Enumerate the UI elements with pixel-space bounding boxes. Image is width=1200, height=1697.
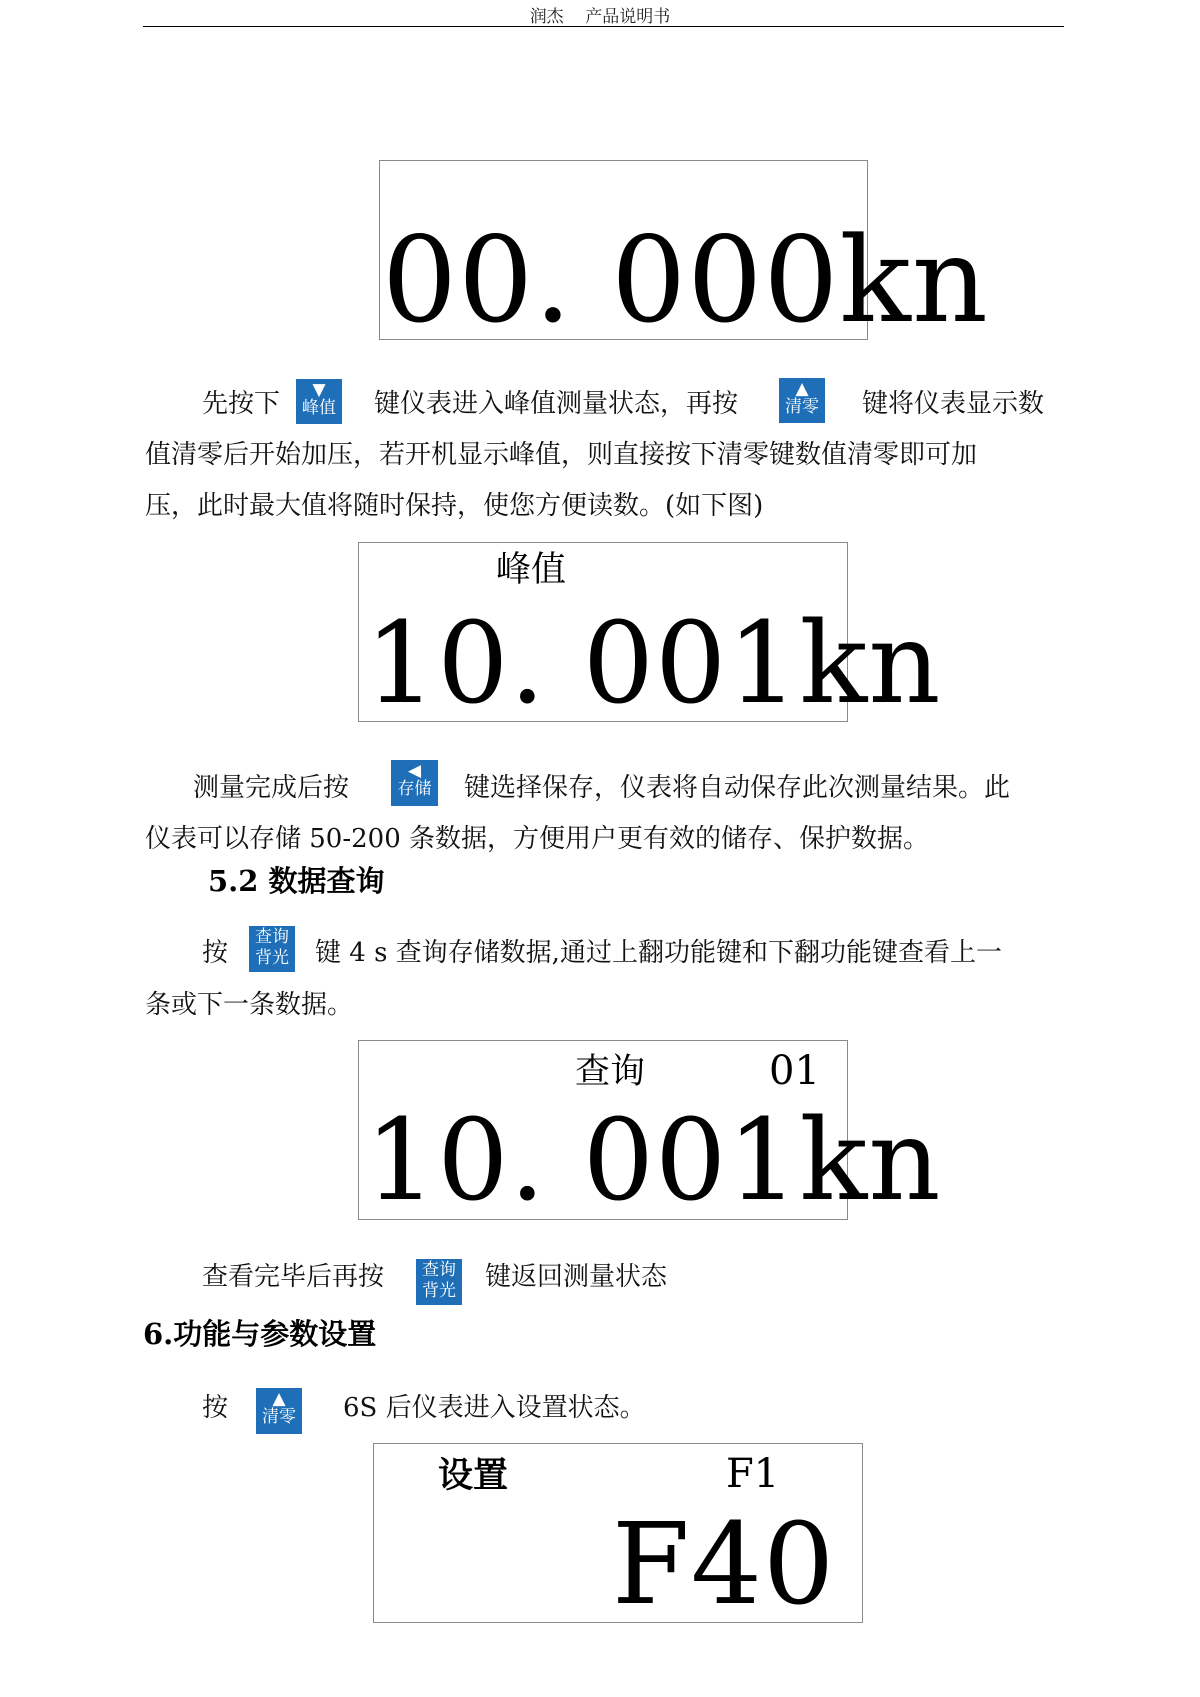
zero-key-icon: ▲ 清零 bbox=[779, 378, 825, 423]
para4-text-start: 查看完毕后再按 bbox=[202, 1262, 385, 1292]
lcd-display-query bbox=[358, 1040, 942, 1226]
section-6-heading: 6.功能与参数设置 bbox=[143, 1317, 377, 1351]
para3-line1-start: 按 bbox=[202, 938, 229, 968]
lcd-param-code: F1 bbox=[726, 1451, 780, 1497]
section-5-2-heading: 5.2 数据查询 bbox=[208, 864, 385, 898]
peak-key-icon: ▼ 峰值 bbox=[296, 379, 342, 424]
lcd-reading: 10. 001kn bbox=[365, 1096, 942, 1226]
lcd-setting-value: F40 bbox=[612, 1500, 836, 1630]
lcd-mode-label: 设置 bbox=[438, 1455, 509, 1496]
lcd-mode-label: 查询 bbox=[575, 1052, 646, 1092]
header-divider bbox=[143, 26, 1064, 27]
lcd-reading: 10. 001kn bbox=[365, 599, 942, 729]
para1-line3: 压，此时最大值将随时保持，使您方便读数。(如下图) bbox=[145, 491, 764, 521]
save-key-icon: ◀ 存储 bbox=[391, 760, 438, 806]
para1-line2: 值清零后开始加压，若开机显示峰值，则直接按下清零键数值清零即可加 bbox=[145, 440, 978, 470]
up-arrow-icon: ▲ bbox=[795, 379, 809, 399]
para1-line1-start: 先按下 bbox=[202, 389, 281, 419]
para4-text-end: 键返回测量状态 bbox=[485, 1262, 668, 1292]
para3-line2: 条或下一条数据。 bbox=[145, 990, 354, 1020]
left-arrow-icon: ◀ bbox=[407, 761, 422, 781]
para5-text-end: 6S 后仪表进入设置状态。 bbox=[343, 1393, 646, 1423]
page-header: 润杰 产品说明书 bbox=[529, 7, 671, 27]
para1-line1-mid: 键仪表进入峰值测量状态，再按 bbox=[374, 389, 739, 419]
query-backlight-key-icon: 查询 背光 bbox=[416, 1259, 462, 1305]
lcd-display-settings bbox=[373, 1443, 863, 1630]
para1-line1-end: 键将仪表显示数 bbox=[862, 389, 1045, 419]
lcd-mode-label: 峰值 bbox=[496, 550, 567, 590]
para5-text-start: 按 bbox=[202, 1393, 229, 1423]
down-arrow-icon: ▼ bbox=[312, 380, 326, 400]
lcd-reading: 00. 000kn bbox=[382, 211, 989, 349]
lcd-record-index: 01 bbox=[769, 1048, 820, 1094]
para2-line1-start: 测量完成后按 bbox=[193, 773, 350, 803]
para2-line2: 仪表可以存储 50-200 条数据，方便用户更有效的储存、保护数据。 bbox=[145, 824, 930, 854]
para2-line1-end: 键选择保存，仪表将自动保存此次测量结果。此 bbox=[464, 773, 1011, 803]
query-backlight-key-icon: 查询 背光 bbox=[249, 926, 295, 972]
lcd-display-zero bbox=[379, 160, 989, 349]
zero-key-icon: ▲ 清零 bbox=[256, 1388, 302, 1434]
para3-line1-end: 键 4 s 查询存储数据,通过上翻功能键和下翻功能键查看上一 bbox=[315, 938, 1002, 968]
lcd-display-peak bbox=[358, 542, 942, 729]
up-arrow-icon: ▲ bbox=[272, 1389, 286, 1409]
